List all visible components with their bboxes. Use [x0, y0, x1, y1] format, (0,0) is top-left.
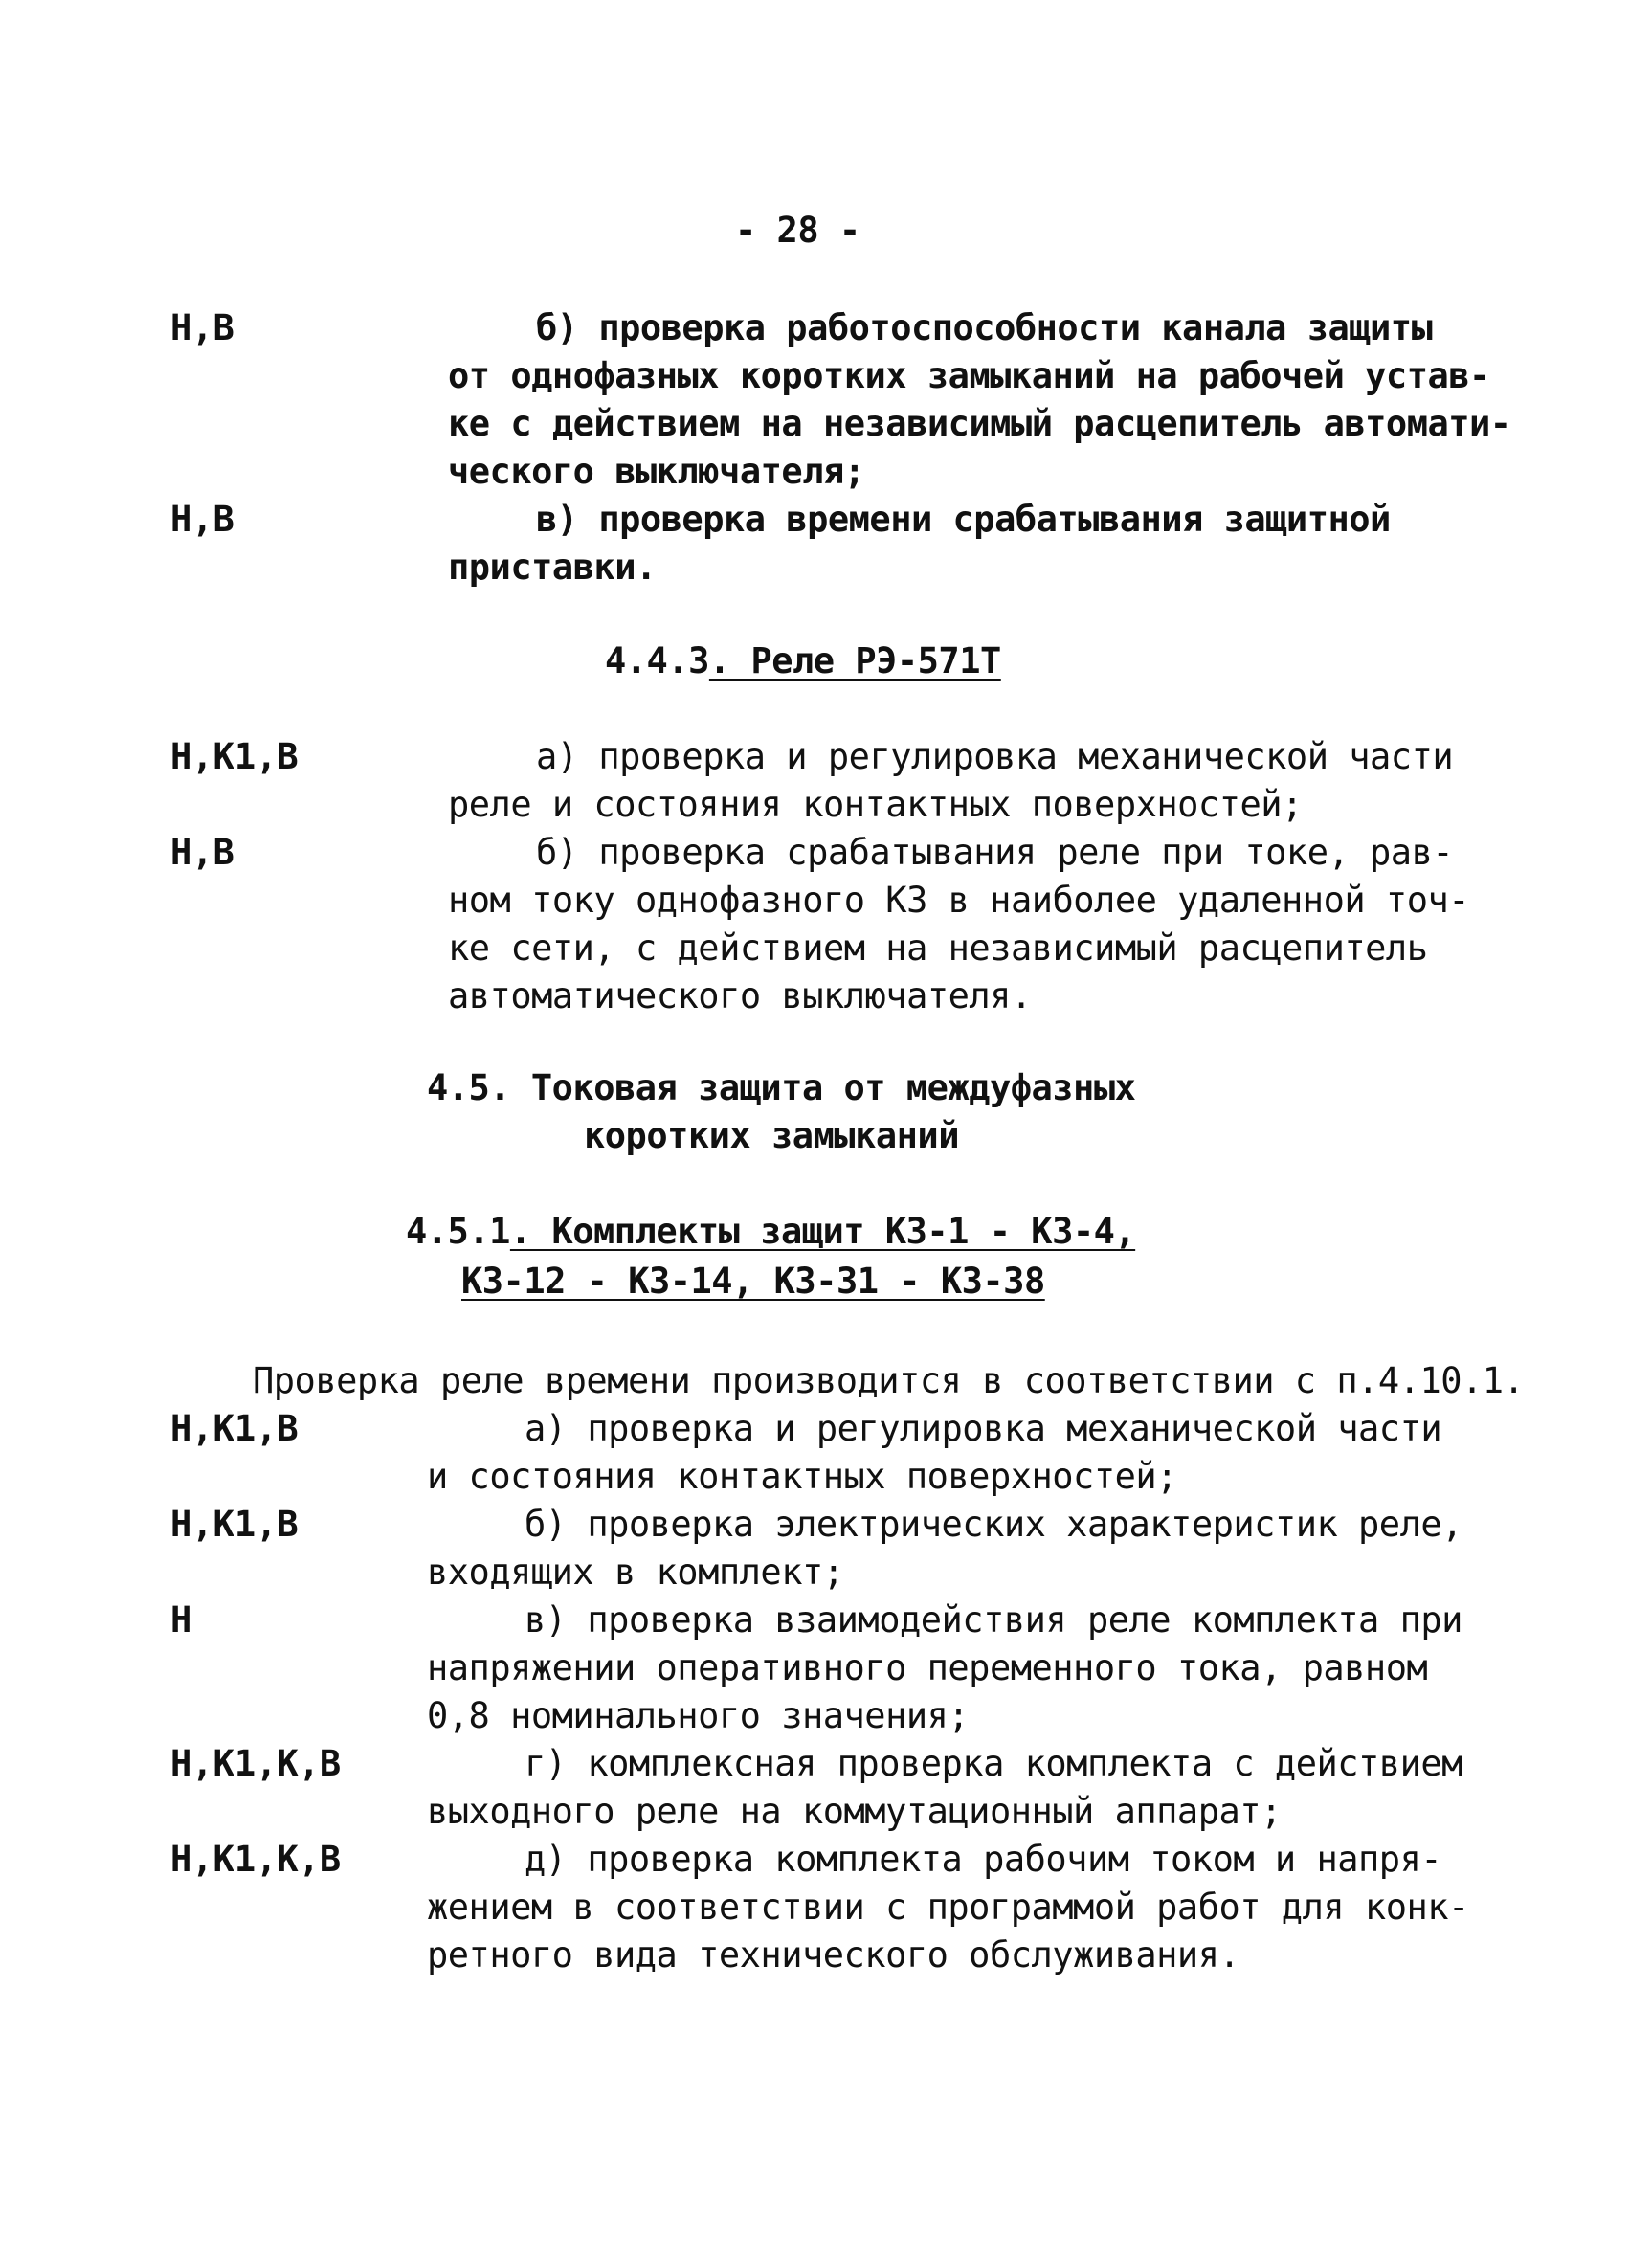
page-number: - 28 - [735, 210, 860, 251]
text-line: ческого выключателя; [448, 451, 865, 492]
maintenance-code: Н,В [170, 832, 234, 873]
text-line: в) проверка времени срабатывания защитной [536, 499, 1391, 540]
text-line: ке сети, с действием на независимый расцепитель [448, 927, 1428, 969]
text-line: напряжении оперативного переменного тока, равном [427, 1647, 1428, 1688]
text-line: реле и состояния контактных поверхностей; [448, 784, 1303, 825]
text-line: 0,8 номинального значения; [427, 1695, 970, 1736]
text-line: г) комплексная проверка комплекта с действием [525, 1743, 1462, 1784]
text-line: ном току однофазного КЗ в наиболее удаленной точ- [448, 880, 1470, 921]
text-line: и состояния контактных поверхностей; [427, 1456, 1177, 1497]
section-heading: 4.5. Токовая защита от междуфазных [427, 1067, 1136, 1108]
text-line: от однофазных коротких замыканий на рабочей устав- [448, 355, 1490, 396]
text-line: б) проверка срабатывания реле при токе, рав- [536, 832, 1454, 873]
text-line: в) проверка взаимодействия реле комплекта при [525, 1599, 1462, 1641]
text-line: автоматического выключателя. [448, 975, 1032, 1016]
text-line: ретного вида технического обслуживания. [427, 1934, 1240, 1976]
text-line: б) проверка работоспособности канала защиты [536, 307, 1433, 348]
section-number: 4.4.3 [605, 640, 709, 681]
maintenance-code: Н,В [170, 307, 234, 348]
section-number: 4.5.1 [406, 1211, 510, 1252]
text-line: выходного реле на коммутационный аппарат; [427, 1791, 1282, 1832]
section-title: . Комплекты защит КЗ-1 - КЗ-4, [509, 1211, 1136, 1252]
maintenance-code: Н [170, 1599, 192, 1641]
maintenance-code: Н,К1,В [170, 736, 299, 777]
section-heading [605, 637, 1001, 685]
intro-text: Проверка реле времени производится в соответствии с п.4.10.1. [253, 1360, 1525, 1401]
subsection-heading: КЗ-12 - КЗ-14, КЗ-31 - КЗ-38 [461, 1261, 1045, 1302]
text-line: а) проверка и регулировка механической части [525, 1408, 1442, 1449]
maintenance-code: Н,К1,К,В [170, 1743, 342, 1784]
section-title: . Реле РЭ-571Т [708, 640, 1001, 681]
maintenance-code: Н,В [170, 499, 234, 540]
text-line: б) проверка электрических характеристик реле, [525, 1504, 1462, 1545]
maintenance-code: Н,К1,В [170, 1408, 299, 1449]
text-line: жением в соответствии с программой работ для конк- [427, 1887, 1469, 1928]
text-line: входящих в комплект; [427, 1552, 844, 1593]
text-line: приставки. [448, 547, 657, 588]
section-heading: коротких замыканий [584, 1115, 959, 1156]
maintenance-code: Н,К1,К,В [170, 1839, 342, 1880]
subsection-heading [406, 1208, 1135, 1256]
text-line: а) проверка и регулировка механической части [536, 736, 1454, 777]
text-line: ке с действием на независимый расцепитель автомати- [448, 403, 1511, 444]
maintenance-code: Н,К1,В [170, 1504, 299, 1545]
text-line: д) проверка комплекта рабочим током и напря- [525, 1839, 1442, 1880]
